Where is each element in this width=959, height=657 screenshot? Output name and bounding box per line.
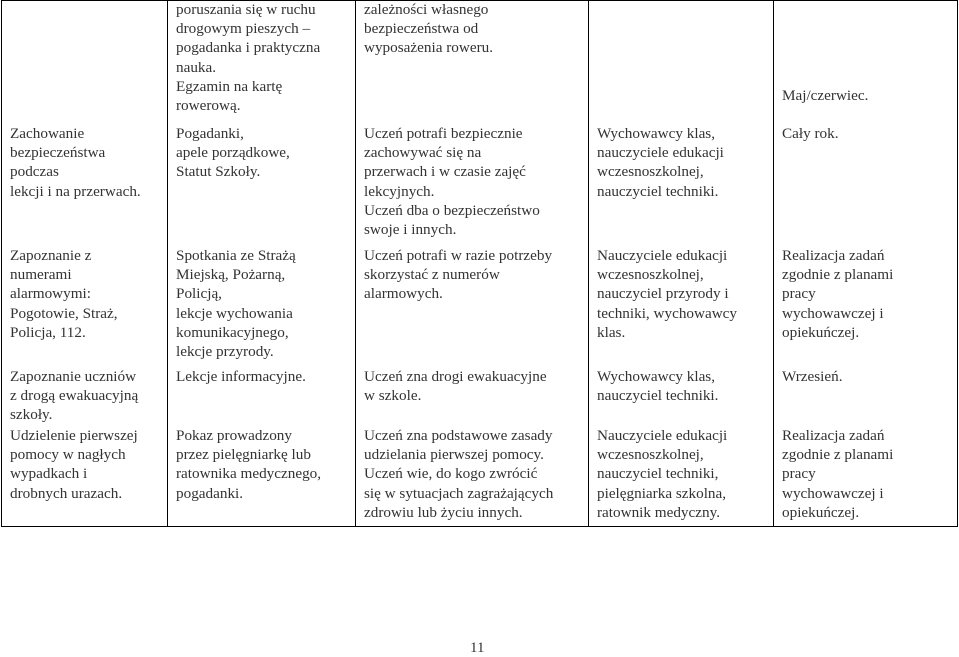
table-cell-responsible: Nauczyciele edukacji wczesnoszkolnej, nauczyciel techniki, pielęgniarka szkolna, ratownik medyczny. [597, 427, 728, 521]
schedule-table [1, 0, 958, 527]
table-cell-responsible: Wychowawcy klas, nauczyciel techniki. [597, 368, 719, 405]
table-cell-responsible: Wychowawcy klas, nauczyciele edukacji wczesnoszkolnej, nauczyciel techniki. [597, 125, 724, 200]
column-divider [355, 1, 356, 526]
column-divider [167, 1, 168, 526]
table-cell-deadline: Wrzesień. [782, 368, 843, 385]
column-divider [773, 1, 774, 526]
table-cell-method: poruszania się w ruchu drogowym pieszych – pogadanka i praktyczna nauka. Egzamin na kartę rowerową. [176, 1, 321, 115]
table-cell-outcome: Uczeń zna podstawowe zasady udzielania pierwszej pomocy. Uczeń wie, do kogo zwrócić się w sytuacjach zagrażających zdrowiu lub życiu innych. [364, 427, 554, 521]
table-cell-outcome: Uczeń potrafi w razie potrzeby skorzystać z numerów alarmowych. [364, 247, 553, 303]
table-cell-method: Pokaz prowadzony przez pielęgniarkę lub ratownika medycznego, pogadanki. [176, 427, 322, 502]
table-cell-task: Zachowanie bezpieczeństwa podczas lekcji i na przerwach. [10, 125, 141, 200]
table-cell-method: Spotkania ze Strażą Miejską, Pożarną, Policją, lekcje wychowania komunikacyjnego, lekcje przyrody. [176, 247, 296, 361]
table-cell-task: Zapoznanie uczniów z drogą ewakuacyjną szkoły. [10, 368, 139, 424]
table-cell-method: Pogadanki, apele porządkowe, Statut Szkoły. [176, 125, 290, 181]
table-cell-responsible: Nauczyciele edukacji wczesnoszkolnej, nauczyciel przyrody i techniki, wychowawcy klas. [597, 247, 738, 341]
table-cell-task: Udzielenie pierwszej pomocy w nagłych wypadkach i drobnych urazach. [10, 427, 138, 502]
table-cell-deadline: Realizacja zadań zgodnie z planami pracy wychowawczej i opiekuńczej. [782, 247, 894, 341]
table-cell-deadline: Cały rok. [782, 125, 839, 142]
table-cell-outcome: zależności własnego bezpieczeństwa od wyposażenia roweru. [364, 1, 494, 57]
table-cell-task: Zapoznanie z numerami alarmowymi: Pogotowie, Straż, Policja, 112. [10, 247, 118, 341]
page-number: 11 [470, 640, 485, 656]
table-cell-deadline: Realizacja zadań zgodnie z planami pracy wychowawczej i opiekuńczej. [782, 427, 894, 521]
table-cell-outcome: Uczeń potrafi bezpiecznie zachowywać się na przerwach i w czasie zajęć lekcyjnych. Uczeń dba o bezpieczeństwo swoje i innych. [364, 125, 540, 239]
table-cell-outcome: Uczeń zna drogi ewakuacyjne w szkole. [364, 368, 547, 405]
table-cell-method: Lekcje informacyjne. [176, 368, 306, 385]
table-cell-deadline: Maj/czerwiec. [782, 87, 869, 104]
